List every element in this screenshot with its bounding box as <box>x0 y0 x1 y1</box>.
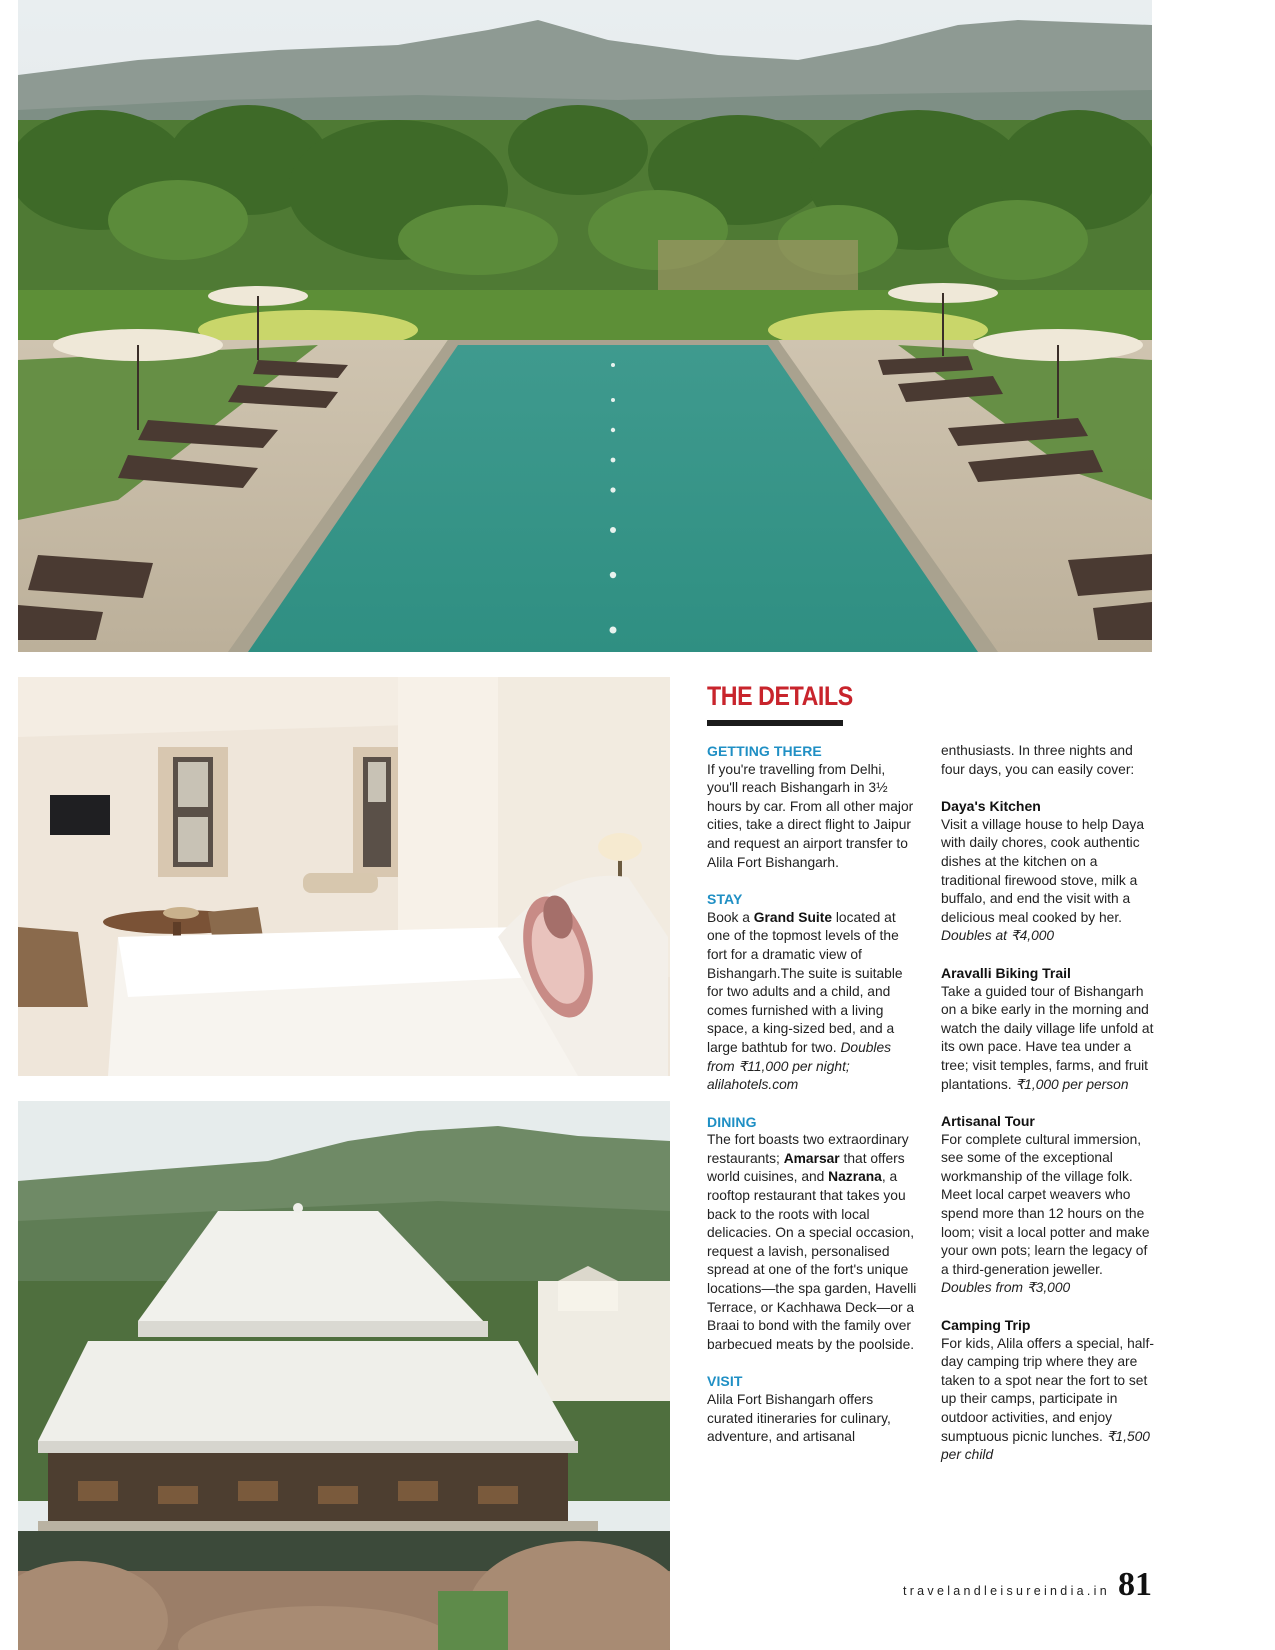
getting-there-section <box>707 742 917 872</box>
pool-photo <box>18 0 1152 652</box>
dining-body <box>707 1131 917 1354</box>
suite-photo <box>18 677 670 1076</box>
activity-name: Artisanal Tour <box>941 1113 1035 1130</box>
page-footer <box>903 1566 1152 1604</box>
dining-text-2: that offers world cuisines, and <box>707 1150 905 1185</box>
activity-name: Aravalli Biking Trail <box>941 964 1071 981</box>
stay-body <box>707 909 917 1095</box>
activity-text: For kids, Alila offers a special, half-day camping trip where they are taken to a spot near the fort to set up their camps, participate in outdoor activities, and enjoy sumptuous picnic lunches. <box>941 1335 1154 1444</box>
activity-price: Doubles from ₹3,000 <box>941 1280 1071 1296</box>
footer-url[interactable]: travelandleisureindia.in <box>902 1584 1110 1598</box>
activity-body <box>941 983 1156 1095</box>
activity-name: Camping Trip <box>941 1317 1031 1334</box>
stay-text-1: Book a <box>707 909 754 925</box>
dining-heading: DINING <box>707 1113 757 1130</box>
details-column-left <box>707 742 917 1465</box>
stay-text-2: located at one of the topmost levels of the fort for a dramatic view of Bishangarh.The suite is suitable for two adults and a child, and comes furnished with a living space, a king-sized bed, and a large bathtub for two. <box>707 909 903 1055</box>
activity-price: ₹1,000 per person <box>1015 1076 1129 1092</box>
visit-body-left: Alila Fort Bishangarh offers curated itineraries for culinary, adventure, and artisanal <box>707 1392 891 1445</box>
dining-restaurant-1: Amarsar <box>783 1150 840 1166</box>
visit-heading: VISIT <box>707 1373 743 1390</box>
activity-price: ₹1,500 per child <box>941 1428 1150 1463</box>
stay-section <box>707 890 917 1095</box>
activity-item <box>941 1316 1156 1465</box>
stay-heading: STAY <box>707 891 743 908</box>
visit-body-right: enthusiasts. In three nights and four days, you can easily cover: <box>941 743 1135 777</box>
dining-restaurant-2: Nazrana <box>828 1169 882 1185</box>
activity-text: Take a guided tour of Bishangarh on a bike early in the morning and watch the daily village life unfold at its own pace. Have tea under a tree; visit temples, farms, and fruit plantations. <box>941 983 1154 1092</box>
activity-price: Doubles at ₹4,000 <box>941 928 1055 944</box>
title-underline <box>707 720 843 726</box>
pavilion-photo <box>18 1101 670 1650</box>
activity-item <box>941 964 1156 1094</box>
stay-price: Doubles from ₹11,000 per night; alilahotels.com <box>707 1039 892 1093</box>
details-header <box>707 680 1157 726</box>
activity-item <box>941 1112 1156 1298</box>
activity-body <box>941 816 1156 946</box>
visit-continued <box>941 742 1156 779</box>
visit-section <box>707 1372 917 1446</box>
getting-there-heading: GETTING THERE <box>707 743 822 759</box>
details-column-right <box>941 742 1156 1483</box>
page-number: 81 <box>1118 1566 1152 1603</box>
activity-body <box>941 1335 1156 1465</box>
details-title: THE DETAILS <box>707 681 853 711</box>
dining-section <box>707 1113 917 1355</box>
activity-body <box>941 1131 1156 1298</box>
activity-name: Daya's Kitchen <box>941 798 1041 815</box>
activity-text: For complete cultural immersion, see some of the exceptional workmanship of the village folk. Meet local carpet weavers who spend more than 12 hours on the loom; visit a local potter and make your own pots; learn the legacy of a third-generation jeweller. <box>941 1131 1150 1277</box>
stay-suite-name: Grand Suite <box>753 909 832 925</box>
getting-there-body: If you're travelling from Delhi, you'll reach Bishangarh in 3½ hours by car. From all other major cities, take a direct flight to Jaipur and request an airport transfer to Alila Fort Bishangarh. <box>707 761 914 870</box>
dining-text-1: The fort boasts two extraordinary restaurants; <box>707 1132 909 1166</box>
dining-text-3: , a rooftop restaurant that takes you back to the roots with local delicacies. On a special occasion, request a lavish, personalised spread at one of the fort's unique locations—the spa garden, Havelli Terrace, or Kachhawa Deck—or a Braai to bond with the family over barbecued meats by the poolside. <box>707 1169 917 1352</box>
activity-item <box>941 797 1156 946</box>
activity-text: Visit a village house to help Daya with daily chores, cook authentic dishes at the kitchen on a traditional firewood stove, milk a buffalo, and end the visit with a delicious meal cooked by her. <box>941 816 1144 925</box>
